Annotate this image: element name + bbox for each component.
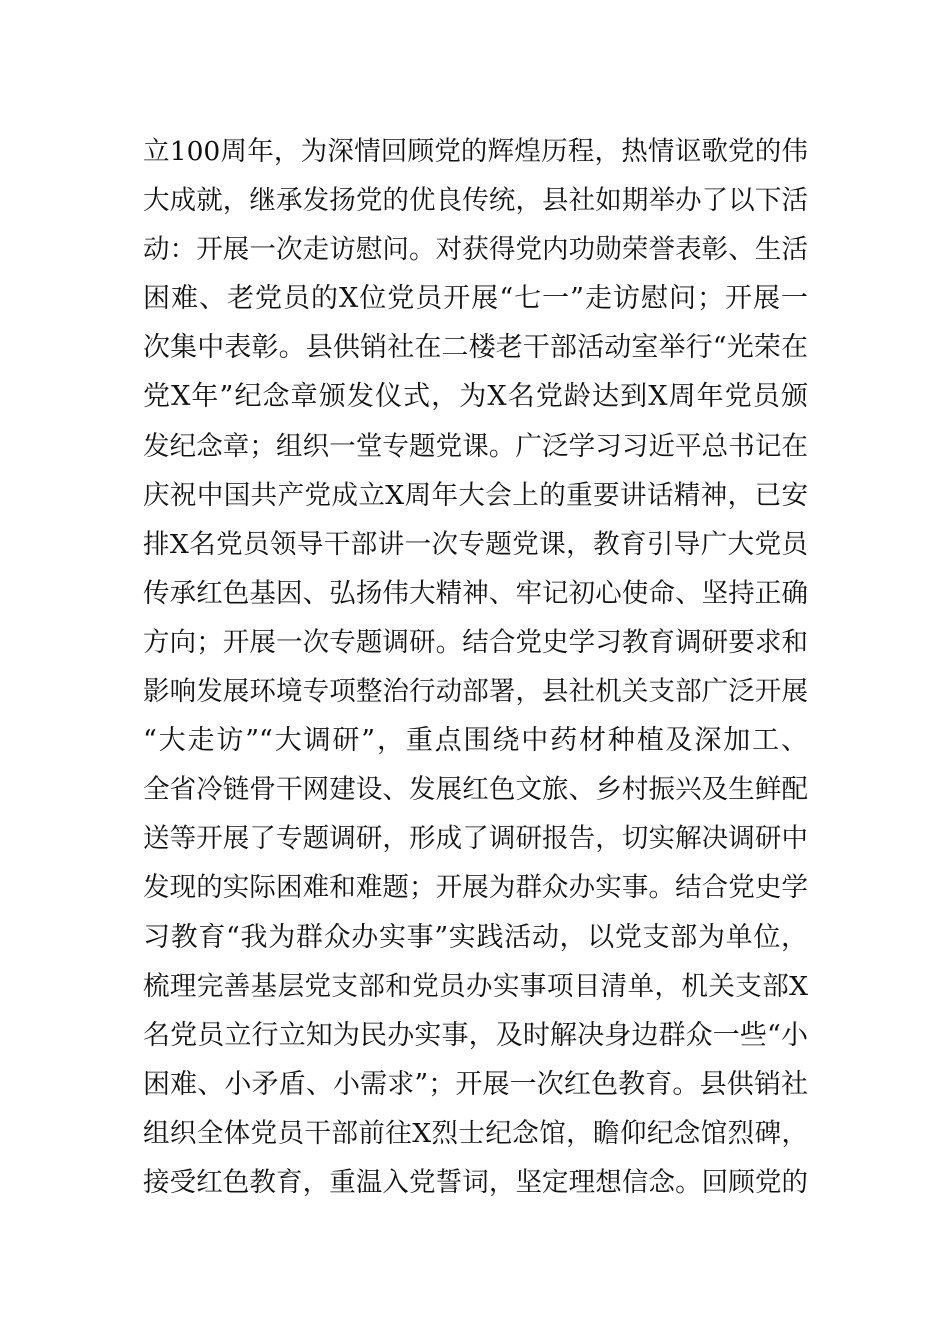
text-line-16: 发现的实际困难和难题；开展为群众办实事。结合党史学: [143, 872, 808, 904]
text-line-14: 全省冷链骨干网建设、发展红色文旅、乡村振兴及生鲜配: [143, 774, 808, 806]
text-line-22: 接受红色教育，重温入党誓词，坚定理想信念。回顾党的: [143, 1166, 808, 1198]
text-line-17: 习教育“我为群众办实事”实践活动，以党支部为单位，: [143, 921, 808, 953]
text-line-10: 传承红色基因、弘扬伟大精神、牢记初心使命、坚持正确: [143, 577, 808, 609]
body-paragraph: [143, 127, 808, 1207]
text-line-21: 组织全体党员干部前往X烈士纪念馆，瞻仰纪念馆烈碑，: [143, 1117, 808, 1149]
text-line-20: 困难、小矛盾、小需求”；开展一次红色教育。县供销社: [143, 1068, 808, 1100]
text-line-19: 名党员立行立知为民办实事，及时解决身边群众一些“小: [143, 1019, 808, 1051]
text-line-7: 发纪念章；组织一堂专题党课。广泛学习习近平总书记在: [143, 430, 808, 462]
text-line-12: 影响发展环境专项整治行动部署，县社机关支部广泛开展: [143, 676, 808, 708]
text-line-5: 次集中表彰。县供销社在二楼老干部活动室举行“光荣在: [143, 332, 808, 364]
text-line-4: 困难、老党员的X位党员开展“七一”走访慰问；开展一: [143, 283, 808, 315]
text-line-3: 动：开展一次走访慰问。对获得党内功勋荣誉表彰、生活: [143, 234, 808, 266]
text-line-6: 党X年”纪念章颁发仪式，为X名党龄达到X周年党员颁: [143, 381, 808, 413]
text-line-18: 梳理完善基层党支部和党员办实事项目清单，机关支部X: [143, 970, 808, 1002]
text-line-1: 立100周年，为深情回顾党的辉煌历程，热情讴歌党的伟: [143, 136, 808, 167]
text-line-9: 排X名党员领导干部讲一次专题党课，教育引导广大党员: [143, 528, 808, 560]
text-line-11: 方向；开展一次专题调研。结合党史学习教育调研要求和: [143, 626, 808, 658]
text-line-8: 庆祝中国共产党成立X周年大会上的重要讲话精神，已安: [143, 479, 808, 511]
text-line-13: “大走访”“大调研”，重点围绕中药材种植及深加工、: [143, 725, 808, 757]
text-line-2: 大成就，继承发扬党的优良传统，县社如期举办了以下活: [143, 185, 808, 217]
text-line-15: 送等开展了专题调研，形成了调研报告，切实解决调研中: [143, 823, 808, 855]
